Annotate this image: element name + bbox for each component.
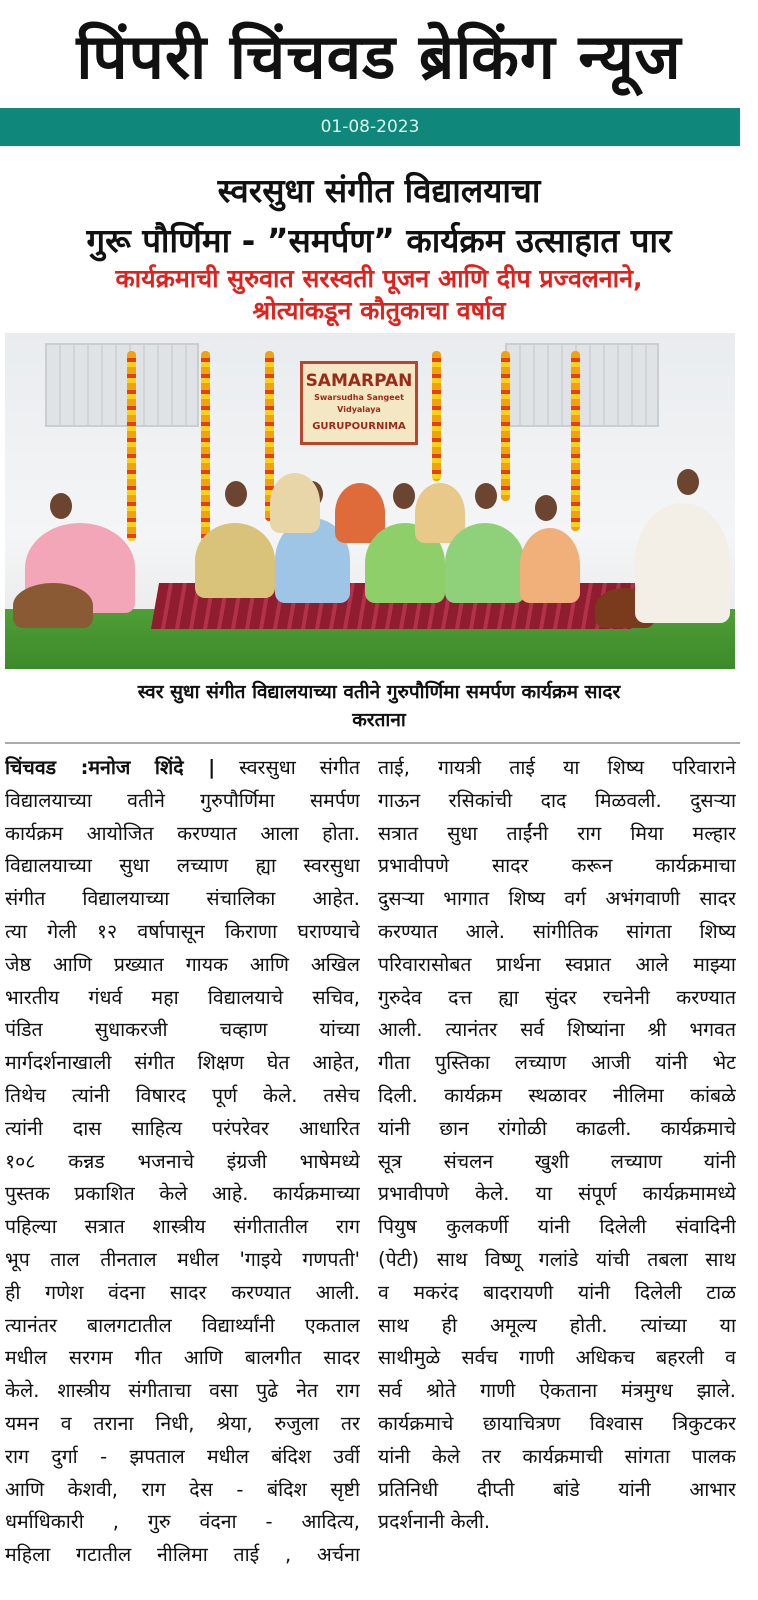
caption-line-1: स्वर सुधा संगीत विद्यालयाच्या वतीने गुरुपौर्णिमा समर्पण कार्यक्रम सादर [137, 681, 621, 703]
samarpan-banner [300, 361, 418, 445]
head [677, 469, 699, 495]
article-line: करण्यात आले. सांगीतिक सांगता शिष्य [378, 919, 736, 943]
singer [195, 523, 275, 598]
article-text: स्वरसुधा संगीत [239, 756, 360, 779]
headline-line-2: गुरू पौर्णिमा - ”समर्पण” कार्यक्रम उत्साहात पार [86, 221, 672, 260]
article-line: यांनी छान रांगोळी काढली. कार्यक्रमाचे [378, 1116, 736, 1140]
flower-garland [127, 351, 136, 541]
window [45, 343, 199, 427]
article-line: त्यांनी दास साहित्य परंपरेवर आधारित [5, 1116, 360, 1140]
window [505, 343, 659, 427]
article-line: गुरुदेव दत्त ह्या सुंदर रचनेनी करण्यात [378, 985, 736, 1009]
article-line: कार्यक्रमाचे छायाचित्रण विश्वास त्रिकुटकर [378, 1411, 736, 1435]
article-line: दुसऱ्या भागात शिष्य वर्ग अभंगवाणी सादर [378, 887, 736, 911]
article-column-left [5, 752, 360, 1572]
article-line: भारतीय गंधर्व महा विद्यालयाचे सचिव, [5, 985, 360, 1009]
article-line [5, 752, 360, 785]
head [50, 493, 72, 519]
article-line: गीता पुस्तिका लच्याण आजी यांनी भेट [378, 1051, 736, 1075]
article-line: परिवारासोबत प्रार्थना स्वप्नात आले माझ्या [378, 952, 736, 976]
article-line: सत्रात सुधा ताईंनी राग मिया मल्हार [378, 821, 736, 845]
tabla-drums [13, 583, 93, 628]
article-line: कार्यक्रम आयोजित करण्यात आला होता. [5, 821, 360, 845]
article-line: पुस्तक प्रकाशित केले आहे. कार्यक्रमाच्या [5, 1182, 360, 1206]
harmonium-player [635, 503, 730, 623]
article-line: आली. त्यानंतर सर्व शिष्यांना श्री भगवत [378, 1018, 736, 1042]
article-line: पहिल्या सत्रात शास्त्रीय संगीतातील राग [5, 1215, 360, 1239]
banner-bottom: GURUPOURNIMA [312, 421, 406, 432]
article-line: भूप ताल तीनताल मधील 'गाइये गणपती' [5, 1247, 360, 1271]
banner-title: SAMARPAN [305, 371, 413, 391]
article-line: आणि केशवी, राग देस - बंदिश सृष्टी [5, 1477, 360, 1501]
article-line: सूत्र संचलन खुशी लच्याण यांनी [378, 1149, 736, 1173]
masthead-title: पिंपरी चिंचवड ब्रेकिंग न्यूज [76, 20, 682, 93]
photo-caption [0, 678, 758, 734]
date-band [0, 108, 740, 146]
article-line: प्रतिनिधी दीप्ती बांडे यांनी आभार [378, 1477, 736, 1501]
article-line: सर्व श्रोते गाणी ऐकताना मंत्रमुग्ध झाले. [378, 1379, 736, 1403]
article-line: धर्माधिकारी , गुरु वंदना - आदित्य, [5, 1510, 360, 1534]
article-line: जेष्ठ आणि प्रख्यात गायक आणि अखिल [5, 952, 360, 976]
flower-garland [201, 351, 210, 551]
article-line: त्या गेली १२ वर्षापासून किराणा घराण्याचे [5, 919, 360, 943]
flower-garland [501, 351, 510, 501]
article-line: पंडित सुधाकरजी चव्हाण यांच्या [5, 1018, 360, 1042]
article-line: महिला गटातील नीलिमा ताई , अर्चना [5, 1543, 360, 1567]
article-line: प्रदर्शनानी केली. [378, 1510, 491, 1534]
publication-date: 01-08-2023 [320, 117, 420, 137]
article-line: केले. शास्त्रीय संगीताचा वसा पुढे नेत राग [5, 1379, 360, 1403]
article-line: (पेटी) साथ विष्णू गलांडे यांची तबला साथ [378, 1247, 736, 1271]
byline: चिंचवड :मनोज शिंदे | [5, 756, 216, 779]
singer [270, 473, 320, 533]
subheadline-line-1: कार्यक्रमाची सुरुवात सरस्वती पूजन आणि दीप प्रज्वलनाने, [115, 264, 643, 293]
article-line: यमन व तराना निधी, श्रेया, रुजुला तर [5, 1411, 360, 1435]
headline-line-1: स्वरसुधा संगीत विद्यालयाचा [217, 171, 541, 210]
article-line: ही गणेश वंदना सादर करण्यात आली. [5, 1280, 360, 1304]
caption-line-2: करताना [352, 709, 406, 731]
head [475, 483, 497, 509]
article-line: व मकरंद बादरायणी यांनी दिलेली टाळ [378, 1280, 736, 1304]
article-line: पियुष कुलकर्णी यांनी दिलेली संवादिनी [378, 1215, 736, 1239]
singer [445, 523, 525, 603]
article-line: १०८ कन्नड भजनाचे इंग्रजी भाषेमध्ये [5, 1149, 360, 1173]
article-line: संगीत विद्यालयाच्या संचालिका आहेत. [5, 887, 360, 911]
article-line: मार्गदर्शनाखाली संगीत शिक्षण घेत आहेत, [5, 1051, 360, 1075]
article-line: गाऊन रसिकांची दाद मिळवली. दुसऱ्या [378, 788, 736, 812]
article-line: मधील सरगम गीत आणि बालगीत सादर [5, 1346, 360, 1370]
divider [5, 742, 740, 744]
article-line: साथ ही अमूल्य होती. त्यांच्या या [378, 1313, 736, 1337]
article-line: विद्यालयाच्या वतीने गुरुपौर्णिमा समर्पण [5, 788, 360, 812]
article-line: त्यानंतर बालगटातील विद्यार्थ्यांनी एकताल [5, 1313, 360, 1337]
event-photo [5, 333, 735, 669]
article-line: यांनी केले तर कार्यक्रमाची सांगता पालक [378, 1444, 736, 1468]
article-line: तिथेच त्यांनी विषारद पूर्ण केले. तसेच [5, 1083, 360, 1107]
article-column-right [378, 752, 736, 1539]
article-line: प्रभावीपणे सादर करून कार्यक्रमाचा [378, 854, 736, 878]
banner-subtitle: Swarsudha Sangeet Vidyalaya [314, 393, 404, 414]
head [535, 495, 557, 521]
article-line: विद्यालयाच्या सुधा लच्याण ह्या स्वरसुधा [5, 854, 360, 878]
head [225, 481, 247, 507]
article-line: साथीमुळे सर्वच गाणी अधिकच बहरली व [378, 1346, 736, 1370]
singer [520, 528, 580, 603]
head [393, 483, 415, 509]
article-line: राग दुर्गा - झपताल मधील बंदिश उर्वी [5, 1444, 360, 1468]
flower-garland [432, 351, 441, 481]
article-line: ताई, गायत्री ताई या शिष्य परिवाराने [378, 756, 736, 779]
article-line: प्रभावीपणे केले. या संपूर्ण कार्यक्रमामध्ये [378, 1182, 736, 1206]
subheadline-line-2: श्रोत्यांकडून कौतुकाचा वर्षाव [252, 296, 506, 325]
article-line: दिली. कार्यक्रम स्थळावर नीलिमा कांबळे [378, 1083, 736, 1107]
flower-garland [571, 351, 580, 531]
